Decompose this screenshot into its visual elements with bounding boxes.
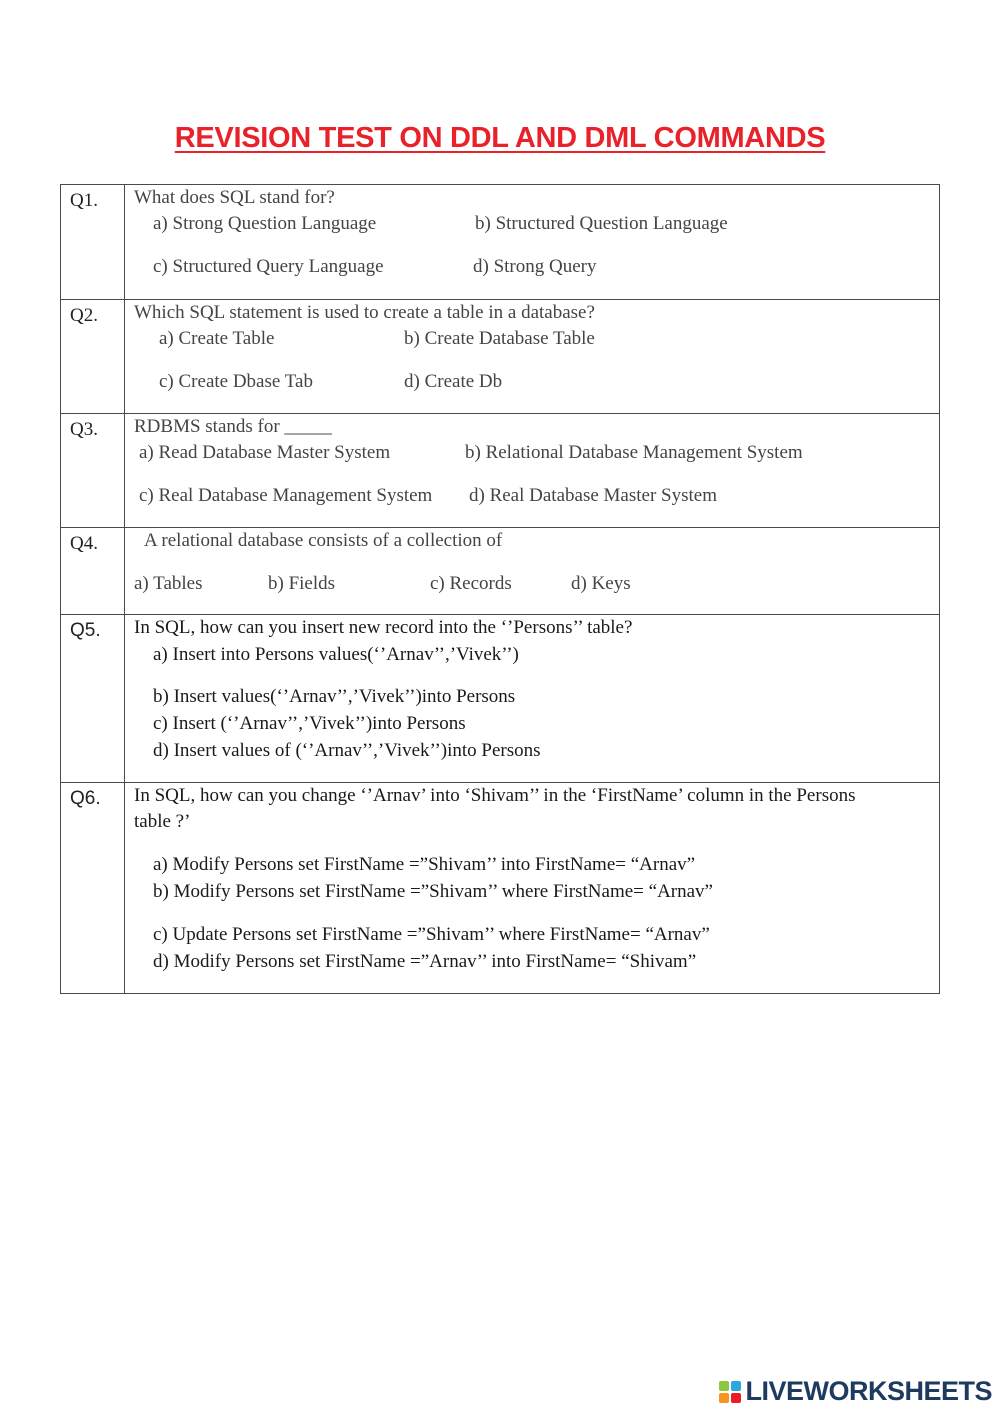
option-c: c) Create Dbase Tab (159, 371, 313, 392)
question-row-6 (61, 783, 940, 994)
question-row-1 (61, 185, 940, 300)
logo-text: LIVEWORKSHEETS (745, 1376, 992, 1406)
question-number: Q6. (70, 788, 101, 809)
option-c: c) Insert (‘’Arnav’’,’Vivek’’)into Persons (153, 713, 466, 734)
option-a: a) Insert into Persons values(‘’Arnav’’,’Vivek’’) (153, 644, 519, 665)
option-c: c) Records (430, 573, 512, 594)
option-a: a) Tables (134, 573, 203, 594)
option-d: d) Strong Query (473, 256, 597, 277)
question-number: Q4. (70, 533, 98, 554)
question-prompt: A relational database consists of a collection of (144, 530, 503, 551)
option-d: d) Real Database Master System (469, 485, 717, 506)
option-c: c) Structured Query Language (153, 256, 384, 277)
option-b: b) Create Database Table (404, 328, 595, 349)
option-b: b) Structured Question Language (475, 213, 728, 234)
option-a: a) Read Database Master System (139, 442, 391, 463)
question-prompt: In SQL, how can you insert new record into the ‘’Persons’’ table? (134, 617, 633, 638)
question-row-4 (61, 528, 940, 615)
liveworksheets-logo (719, 1376, 992, 1407)
question-row-5 (61, 615, 940, 783)
question-prompt-line-1: In SQL, how can you change ‘’Arnav’ into ‘Shivam’’ in the ‘FirstName’ column in the Persons (134, 785, 856, 806)
question-number: Q3. (70, 419, 98, 440)
option-a: a) Strong Question Language (153, 213, 377, 234)
option-c: c) Real Database Management System (139, 485, 433, 506)
option-b: b) Relational Database Management System (465, 442, 803, 463)
option-b: b) Fields (268, 573, 336, 594)
option-d: d) Keys (571, 573, 631, 594)
option-a: a) Modify Persons set FirstName =”Shivam’’ into FirstName= “Arnav” (153, 854, 696, 875)
option-b: b) Modify Persons set FirstName =”Shivam’’ where FirstName= “Arnav” (153, 881, 713, 902)
question-prompt: RDBMS stands for _____ (134, 416, 332, 437)
question-prompt: Which SQL statement is used to create a table in a database? (134, 302, 595, 323)
question-number: Q5. (70, 620, 101, 641)
questions-table (60, 184, 940, 994)
worksheet-title: REVISION TEST ON DDL AND DML COMMANDS (174, 122, 826, 154)
question-number: Q2. (70, 305, 98, 326)
option-d: d) Modify Persons set FirstName =”Arnav’’ into FirstName= “Shivam” (153, 951, 697, 972)
question-prompt: What does SQL stand for? (134, 187, 335, 208)
option-a: a) Create Table (159, 328, 275, 349)
option-d: d) Create Db (404, 371, 503, 392)
question-prompt-line-2: table ?’ (134, 811, 191, 832)
liveworksheets-logo-icon (719, 1381, 741, 1403)
option-c: c) Update Persons set FirstName =”Shivam’’ where FirstName= “Arnav” (153, 924, 710, 945)
question-row-3 (61, 414, 940, 528)
question-row-2 (61, 300, 940, 414)
question-number: Q1. (70, 190, 98, 211)
option-b: b) Insert values(‘’Arnav’’,’Vivek’’)into Persons (153, 686, 516, 707)
option-d: d) Insert values of (‘’Arnav’’,’Vivek’’)into Persons (153, 740, 541, 761)
